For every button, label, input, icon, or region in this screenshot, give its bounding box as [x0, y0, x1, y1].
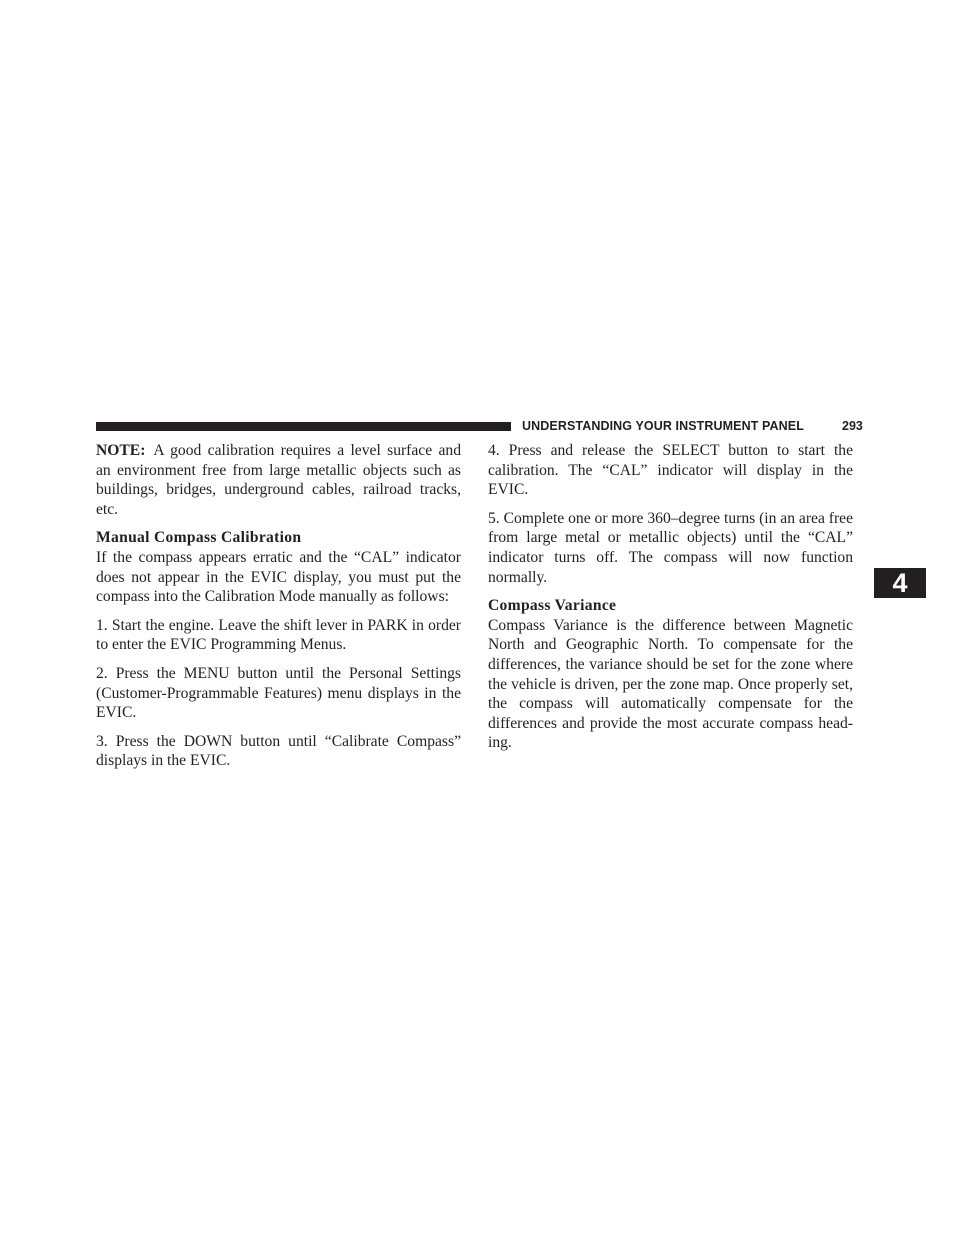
manual-calibration-heading: Manual Compass Calibration	[96, 529, 302, 547]
step-5: 5. Complete one or more 360–degree turns (in an area free from large metal or metallic objects) until the “CAL” indicator turns off. The compass will now function normally.	[488, 509, 854, 586]
step-4: 4. Press and release the SELECT button to start the calibration. The “CAL” indicator will display in the EVIC.	[488, 442, 853, 499]
section-header-title: UNDERSTANDING YOUR INSTRUMENT PANEL	[522, 419, 804, 433]
left-column	[96, 441, 461, 780]
step-1: 1. Start the engine. Leave the shift lever in PARK in order to enter the EVIC Programming Menus.	[96, 616, 461, 654]
manual-calibration-intro: If the compass appears erratic and the “CAL” indicator does not appear in the EVIC display, you must put the compass into the Calibration Mode manually as follows:	[96, 548, 461, 606]
step-2: 2. Press the MENU button until the Personal Settings (Customer-Programmable Features) menu displays in the EVIC.	[96, 664, 461, 722]
page-number: 293	[842, 419, 863, 433]
compass-variance-heading: Compass Variance	[488, 597, 617, 615]
note-label: NOTE:	[96, 442, 146, 459]
header-rule	[96, 422, 511, 431]
chapter-tab: 4	[874, 568, 926, 598]
right-column	[488, 441, 853, 762]
compass-variance-body: Compass Variance is the difference between Magnetic North and Geographic North. To compensate for the differences, the variance should be set for the zone where the vehicle is driven, per the zone map. Once properly set, the compass will automatically compensate for the differences and provide the most accurate compass head-ing.	[488, 616, 853, 752]
note-text: A good calibration requires a level surface and an environment free from large metallic objects such as buildings, bridges, underground cables, railroad tracks, etc.	[96, 442, 461, 518]
step-3: 3. Press the DOWN button until “Calibrate Compass” displays in the EVIC.	[96, 732, 461, 770]
note-paragraph	[96, 441, 461, 519]
